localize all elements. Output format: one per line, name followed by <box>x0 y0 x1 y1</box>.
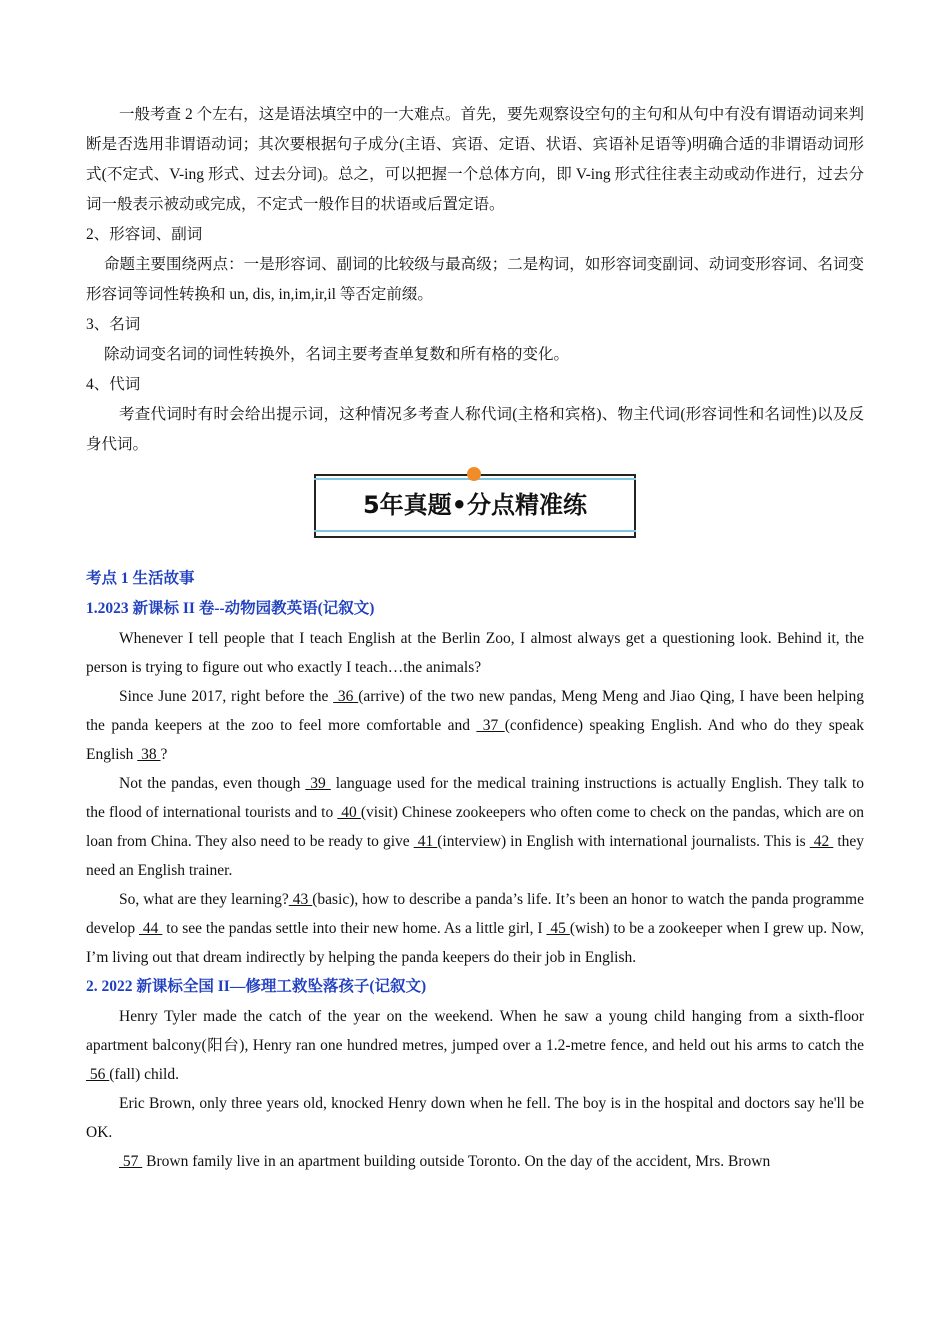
text: they need an English trainer. <box>86 833 865 879</box>
passage-2-paragraph-3 <box>86 1147 864 1176</box>
passage-1-paragraph-2 <box>86 682 864 769</box>
blank-43: 43 <box>288 891 313 908</box>
text: language used for the medical training instructions is actually English. They talk to the flood of international tourists and to <box>86 775 865 821</box>
blank-56: 56 <box>86 1066 110 1083</box>
text: (basic), how to describe a panda’s life. It’s been an honor to watch the panda programme develop <box>86 891 864 937</box>
blank-37: 37 <box>476 717 505 734</box>
passage-2-title: 2. 2022 新课标全国 II—修理工救坠落孩子(记叙文) <box>86 978 427 995</box>
intro-paragraph-2: 命题主要围绕两点：一是形容词、副词的比较级与最高级；二是构词，如形容词变副词、动词变形容词、名词变形容词等词性转换和 un, dis, in,im,ir,il 等否定前缀。 <box>86 256 864 303</box>
text: Not the pandas, even though <box>119 775 306 792</box>
heading-noun: 3、名词 <box>86 316 141 333</box>
text: (wish) to be a zookeeper when I grew up. Now, I’m living out that dream indirectly by helping the panda keepers do their job in English. <box>86 920 865 966</box>
section-banner <box>86 460 864 564</box>
blank-44: 44 <box>138 920 163 937</box>
text: (interview) in English with international journalists. This is <box>437 833 810 850</box>
text: Henry Tyler made the catch of the year on the weekend. When he saw a young child hanging from a sixth-floor apartment balcony(阳台), Henry ran one hundred metres, jumped over a 1.2-metre fence, and held out his arms to catch the <box>86 1008 864 1054</box>
blank-39: 39 <box>305 775 331 792</box>
text: (visit) Chinese zookeepers who often come to check on the pandas, which are on loan from China. They also need to be ready to give <box>86 804 865 850</box>
blank-45: 45 <box>546 920 570 937</box>
passage-2-paragraph-1 <box>86 1002 864 1089</box>
text: Brown family live in an apartment building outside Toronto. On the day of the accident, Mrs. Brown <box>142 1153 771 1170</box>
blank-41: 41 <box>413 833 438 850</box>
blank-57: 57 <box>119 1153 143 1170</box>
text: ? <box>160 746 168 763</box>
passage-2-paragraph-2: Eric Brown, only three years old, knocked Henry down when he fell. The boy is in the hospital and doctors say he'll be OK. <box>86 1095 864 1141</box>
text: Since June 2017, right before the <box>119 688 334 705</box>
heading-adjective-adverb: 2、形容词、副词 <box>86 226 203 243</box>
passage-1-paragraph-1: Whenever I tell people that I teach English at the Berlin Zoo, I almost always get a questioning look. Behind it, the person is trying to figure out who exactly I teach…the animals? <box>86 630 864 676</box>
intro-paragraph-1: 一般考查 2 个左右，这是语法填空中的一大难点。首先，要先观察设空句的主句和从句中有没有谓语动词来判断是否选用非谓语动词；其次要根据句子成分(主语、宾语、定语、状语、宾语补足语等)明确合适的非谓语动词形式(不定式、V-ing 形式、过去分词)。总之，可以把握一个总体方向，即 V-ing 形式往往表主动或动作进行，过去分词一般表示被动或完成，不定式一般作目的状语或后置定语。 <box>86 106 864 213</box>
text: (fall) child. <box>109 1066 179 1083</box>
passage-1-title: 1.2023 新课标 II 卷--动物园教英语(记叙文) <box>86 600 375 617</box>
banner-dot-icon <box>467 467 481 481</box>
section-title: 考点 1 生活故事 <box>86 570 195 587</box>
blank-36: 36 <box>333 688 359 705</box>
heading-pronoun: 4、代词 <box>86 376 141 393</box>
banner-title: 5年真题•分点精准练 <box>362 491 588 519</box>
text: to see the pandas settle into their new home. As a little girl, I <box>162 920 547 937</box>
text: (arrive) of the two new pandas, Meng Meng and Jiao Qing, I have been helping the panda keepers at the zoo to feel more comfortable and <box>86 688 864 734</box>
intro-paragraph-4: 考查代词时有时会给出提示词，这种情况多考查人称代词(主格和宾格)、物主代词(形容词性和名词性)以及反身代词。 <box>86 406 864 453</box>
banner-bottom-line <box>314 530 636 532</box>
document-page <box>86 100 864 1176</box>
blank-42: 42 <box>809 833 834 850</box>
blank-38: 38 <box>137 746 161 763</box>
passage-1-paragraph-4 <box>86 885 864 972</box>
blank-40: 40 <box>337 804 361 821</box>
passage-1-paragraph-3 <box>86 769 864 885</box>
text: (confidence) speaking English. And who do they speak English <box>86 717 865 763</box>
intro-paragraph-3: 除动词变名词的词性转换外，名词主要考查单复数和所有格的变化。 <box>104 346 570 363</box>
text: So, what are they learning? <box>119 891 289 908</box>
